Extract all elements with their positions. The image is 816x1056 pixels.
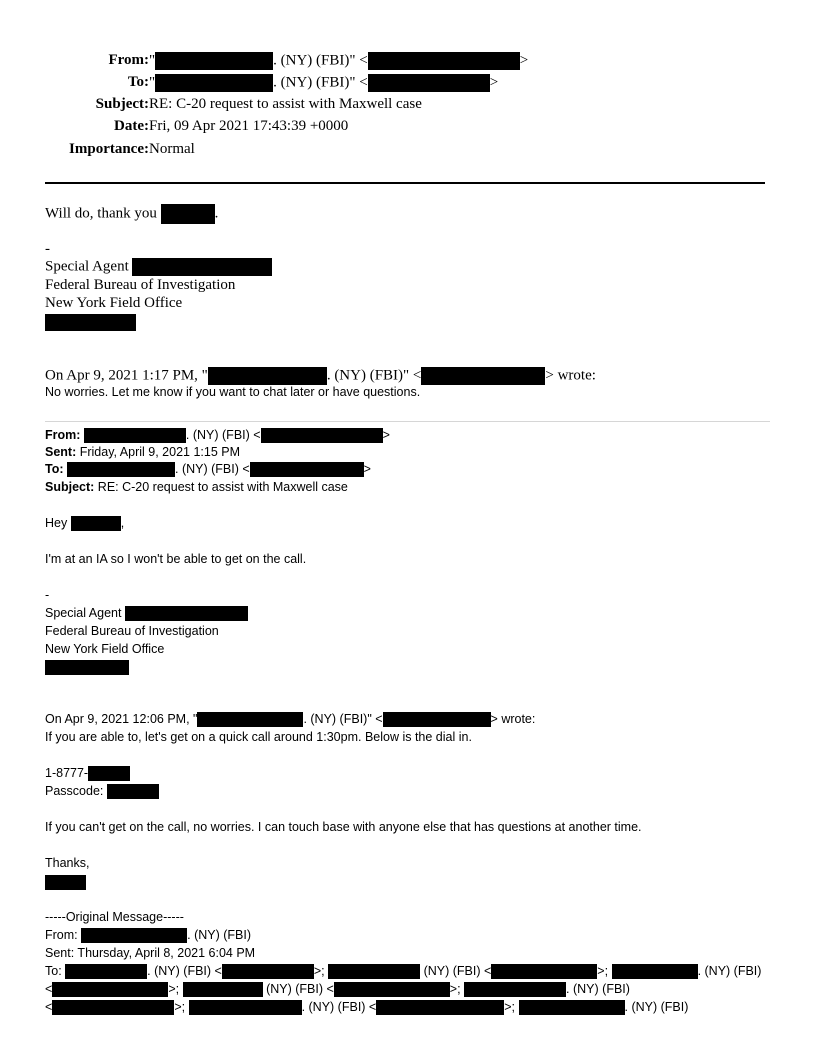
redaction: [84, 428, 186, 443]
header-from-row: [0, 52, 816, 74]
original-r1-e: . (NY) (FBI): [697, 964, 762, 978]
quote-intro-a: On Apr 9, 2021 1:17 PM, ": [45, 367, 208, 384]
redaction: [208, 367, 327, 385]
msg2-from-org: . (NY) (FBI) <: [185, 428, 261, 442]
redaction: [368, 52, 520, 70]
original-r2-b: >;: [168, 982, 180, 996]
header-to-org: . (NY) (FBI)" <: [273, 74, 368, 91]
msg2-hey-end: ,: [120, 516, 125, 530]
msg2-to-row: [45, 462, 371, 477]
msg2-from-label: From:: [45, 428, 81, 442]
redaction: [334, 982, 450, 997]
quote-intro-c: > wrote:: [545, 367, 596, 384]
msg2-to-end: >: [363, 462, 371, 476]
msg2-sig-title: [45, 606, 248, 621]
redaction: [52, 982, 168, 997]
original-to-row-1: [45, 964, 761, 979]
reply-sig-org: Federal Bureau of Investigation: [45, 277, 236, 293]
redaction: [88, 766, 130, 781]
msg2-hey-text: Hey: [45, 516, 68, 530]
original-sent: Sent: Thursday, April 8, 2021 6:04 PM: [45, 946, 256, 960]
msg2-to-label: To:: [45, 462, 64, 476]
redaction: [52, 1000, 174, 1015]
msg2-sig-org: Federal Bureau of Investigation: [45, 624, 219, 638]
msg3-phone: [45, 766, 130, 781]
reply-sig-office: New York Field Office: [45, 295, 183, 311]
msg2-subject-label: Subject:: [45, 480, 95, 494]
reply-greeting-text: Will do, thank you: [45, 205, 157, 222]
msg2-sig-title-text: Special Agent: [45, 606, 122, 620]
msg3-intro-a: On Apr 9, 2021 12:06 PM, ": [45, 712, 198, 726]
original-to-row-3: [45, 1000, 688, 1015]
original-divider: -----Original Message-----: [45, 910, 184, 924]
msg3-phone-prefix: 1-8777-: [45, 766, 89, 780]
msg2-sent-label: Sent:: [45, 445, 77, 459]
header-importance-label: Importance:: [69, 141, 149, 157]
msg2-subject-row: [45, 480, 348, 494]
msg3-intro-b: . (NY) (FBI)" <: [303, 712, 383, 726]
msg2-sig-dash: -: [45, 588, 50, 602]
header-divider: [45, 182, 765, 184]
original-r3-e: . (NY) (FBI): [624, 1000, 689, 1014]
redaction: [67, 462, 175, 477]
redaction: [612, 964, 698, 979]
redaction: [155, 52, 273, 70]
original-r2-e: . (NY) (FBI): [566, 982, 630, 996]
msg3-line1: If you are able to, let's get on a quick call around 1:30pm. Below is the dial in.: [45, 730, 472, 744]
header-subject-label: Subject:: [95, 96, 149, 112]
reply-quote-intro: [45, 367, 596, 385]
redaction: [183, 982, 263, 997]
original-r2-d: >;: [449, 982, 461, 996]
redaction: [107, 784, 159, 799]
quote-divider: [45, 421, 770, 422]
redaction: [421, 367, 545, 385]
original-r1-c: (NY) (FBI) <: [423, 964, 492, 978]
original-r1-b: >;: [313, 964, 325, 978]
original-from-org: . (NY) (FBI): [187, 928, 252, 942]
header-to-quote: ": [149, 74, 156, 91]
msg2-from-row: [45, 428, 390, 443]
redaction: [45, 875, 86, 890]
msg3-intro-c: > wrote:: [490, 712, 536, 726]
header-from-end: >: [519, 52, 529, 69]
original-r3-b: >;: [174, 1000, 186, 1014]
msg2-hey: [45, 516, 124, 531]
redaction: [155, 74, 273, 92]
reply-sig-dash: -: [45, 241, 50, 257]
header-date: Fri, 09 Apr 2021 17:43:39 +0000: [149, 118, 349, 134]
header-from-org: . (NY) (FBI)" <: [273, 52, 368, 69]
redaction: [132, 258, 272, 276]
redaction: [368, 74, 490, 92]
msg2-subject: RE: C-20 request to assist with Maxwell case: [97, 480, 348, 494]
msg2-sent-row: [45, 445, 240, 459]
reply-sig-title: [45, 258, 272, 276]
redaction: [161, 204, 215, 224]
original-r3-a: <: [45, 1000, 53, 1014]
redaction: [197, 712, 303, 727]
redaction: [125, 606, 248, 621]
header-block: [0, 52, 816, 167]
header-importance: Normal: [149, 141, 195, 157]
redaction: [464, 982, 566, 997]
msg3-passcode-label: Passcode:: [45, 784, 104, 798]
original-r3-c: . (NY) (FBI) <: [301, 1000, 377, 1014]
redaction: [328, 964, 420, 979]
redaction: [261, 428, 383, 443]
redaction: [81, 928, 187, 943]
header-date-label: Date:: [114, 118, 149, 134]
original-to-label: To:: [45, 964, 62, 978]
reply-sig-title-text: Special Agent: [45, 258, 129, 275]
redaction: [45, 314, 136, 331]
header-date-row: [0, 118, 816, 140]
msg3-line2: If you can't get on the call, no worries. I can touch base with anyone else that has questions at another time.: [45, 820, 642, 834]
original-r1-d: >;: [597, 964, 609, 978]
header-importance-row: [0, 141, 816, 163]
header-from-label: From:: [108, 52, 149, 68]
original-from-label: From:: [45, 928, 78, 942]
redaction: [250, 462, 364, 477]
redaction: [383, 712, 491, 727]
original-r2-a: <: [45, 982, 53, 996]
redaction: [45, 660, 129, 675]
original-r1-a: . (NY) (FBI) <: [147, 964, 222, 978]
msg2-from-end: >: [382, 428, 390, 442]
original-r2-c: (NY) (FBI) <: [266, 982, 334, 996]
msg3-thanks: Thanks,: [45, 856, 90, 870]
original-to-row-2: [45, 982, 630, 997]
redaction: [519, 1000, 625, 1015]
msg2-sig-office: New York Field Office: [45, 642, 165, 656]
redaction: [71, 516, 121, 531]
original-r3-d: >;: [504, 1000, 516, 1014]
msg2-to-org: . (NY) (FBI) <: [175, 462, 250, 476]
header-to-label: To:: [127, 74, 149, 90]
msg2-body: I'm at an IA so I won't be able to get on the call.: [45, 552, 307, 566]
header-from-quote: ": [149, 52, 156, 69]
original-from-row: [45, 928, 251, 943]
msg3-intro: [45, 712, 535, 727]
header-to-row: [0, 74, 816, 96]
redaction: [65, 964, 147, 979]
redaction: [376, 1000, 504, 1015]
redaction: [189, 1000, 302, 1015]
msg3-passcode: [45, 784, 159, 799]
header-subject: RE: C-20 request to assist with Maxwell case: [149, 96, 422, 112]
header-subject-row: [0, 96, 816, 118]
reply-greeting-end: .: [214, 205, 219, 222]
reply-greeting: [45, 204, 218, 224]
quote-intro-b: . (NY) (FBI)" <: [326, 367, 422, 384]
redaction: [222, 964, 314, 979]
reply-quote-text: No worries. Let me know if you want to chat later or have questions.: [45, 385, 421, 399]
redaction: [491, 964, 597, 979]
msg2-sent: Friday, April 9, 2021 1:15 PM: [79, 445, 241, 459]
header-to-end: >: [489, 74, 499, 91]
